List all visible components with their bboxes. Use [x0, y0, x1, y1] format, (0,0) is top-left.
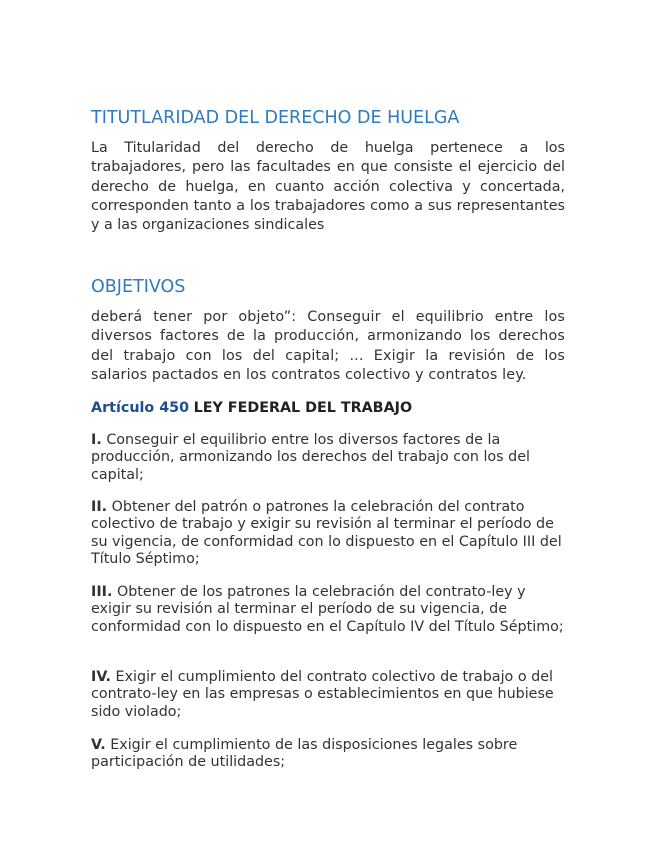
article-heading [91, 400, 412, 416]
item-text: Exigir el cumplimiento de las disposiciones legales sobre participación de utilidades; [91, 737, 518, 771]
article-number: Artículo 450 [91, 400, 190, 416]
item-text: Exigir el cumplimiento del contrato colectivo de trabajo o del contrato-ley en las empresas o establecimientos en que hubiese sido violado; [91, 669, 554, 720]
list-item [91, 669, 565, 721]
item-text: Conseguir el equilibrio entre los diversos factores de la producción, armonizando los derechos del trabajo con los del capital; [91, 432, 531, 483]
paragraph-objetivos: deberá tener por objeto”: Conseguir el equilibrio entre los diversos factores de la producción, armonizando los derechos del trabajo con los del capital; ... Exigir la revisión de los salarios pactados en los contratos colectivo y contratos ley. [91, 309, 565, 383]
item-numeral: II. [91, 499, 108, 515]
list-item [91, 432, 565, 484]
item-numeral: I. [91, 432, 102, 448]
list-item [91, 584, 565, 636]
list-item [91, 499, 565, 568]
section-title-objetivos: OBJETIVOS [91, 277, 186, 297]
list-item [91, 737, 565, 772]
item-numeral: IV. [91, 669, 111, 685]
item-text: Obtener del patrón o patrones la celebración del contrato colectivo de trabajo y exigir su revisión al terminar el período de su vigencia, de conformidad con lo dispuesto en el Capítulo III del Título Séptimo; [91, 499, 562, 567]
item-numeral: V. [91, 737, 106, 753]
paragraph-titularidad: La Titularidad del derecho de huelga pertenece a los trabajadores, pero las facultades en que consiste el ejercicio del derecho de huelga, en cuanto acción colectiva y concertada, corresponden tanto a los trabajadores como a sus representantes y a las organizaciones sindicales [91, 140, 565, 234]
item-numeral: III. [91, 584, 113, 600]
section-title-titularidad: TITUTLARIDAD DEL DERECHO DE HUELGA [91, 108, 460, 128]
item-text: Obtener de los patrones la celebración del contrato-ley y exigir su revisión al terminar el período de su vigencia, de conformidad con lo dispuesto en el Capítulo IV del Título Séptimo; [91, 584, 564, 635]
law-name: LEY FEDERAL DEL TRABAJO [193, 400, 413, 416]
